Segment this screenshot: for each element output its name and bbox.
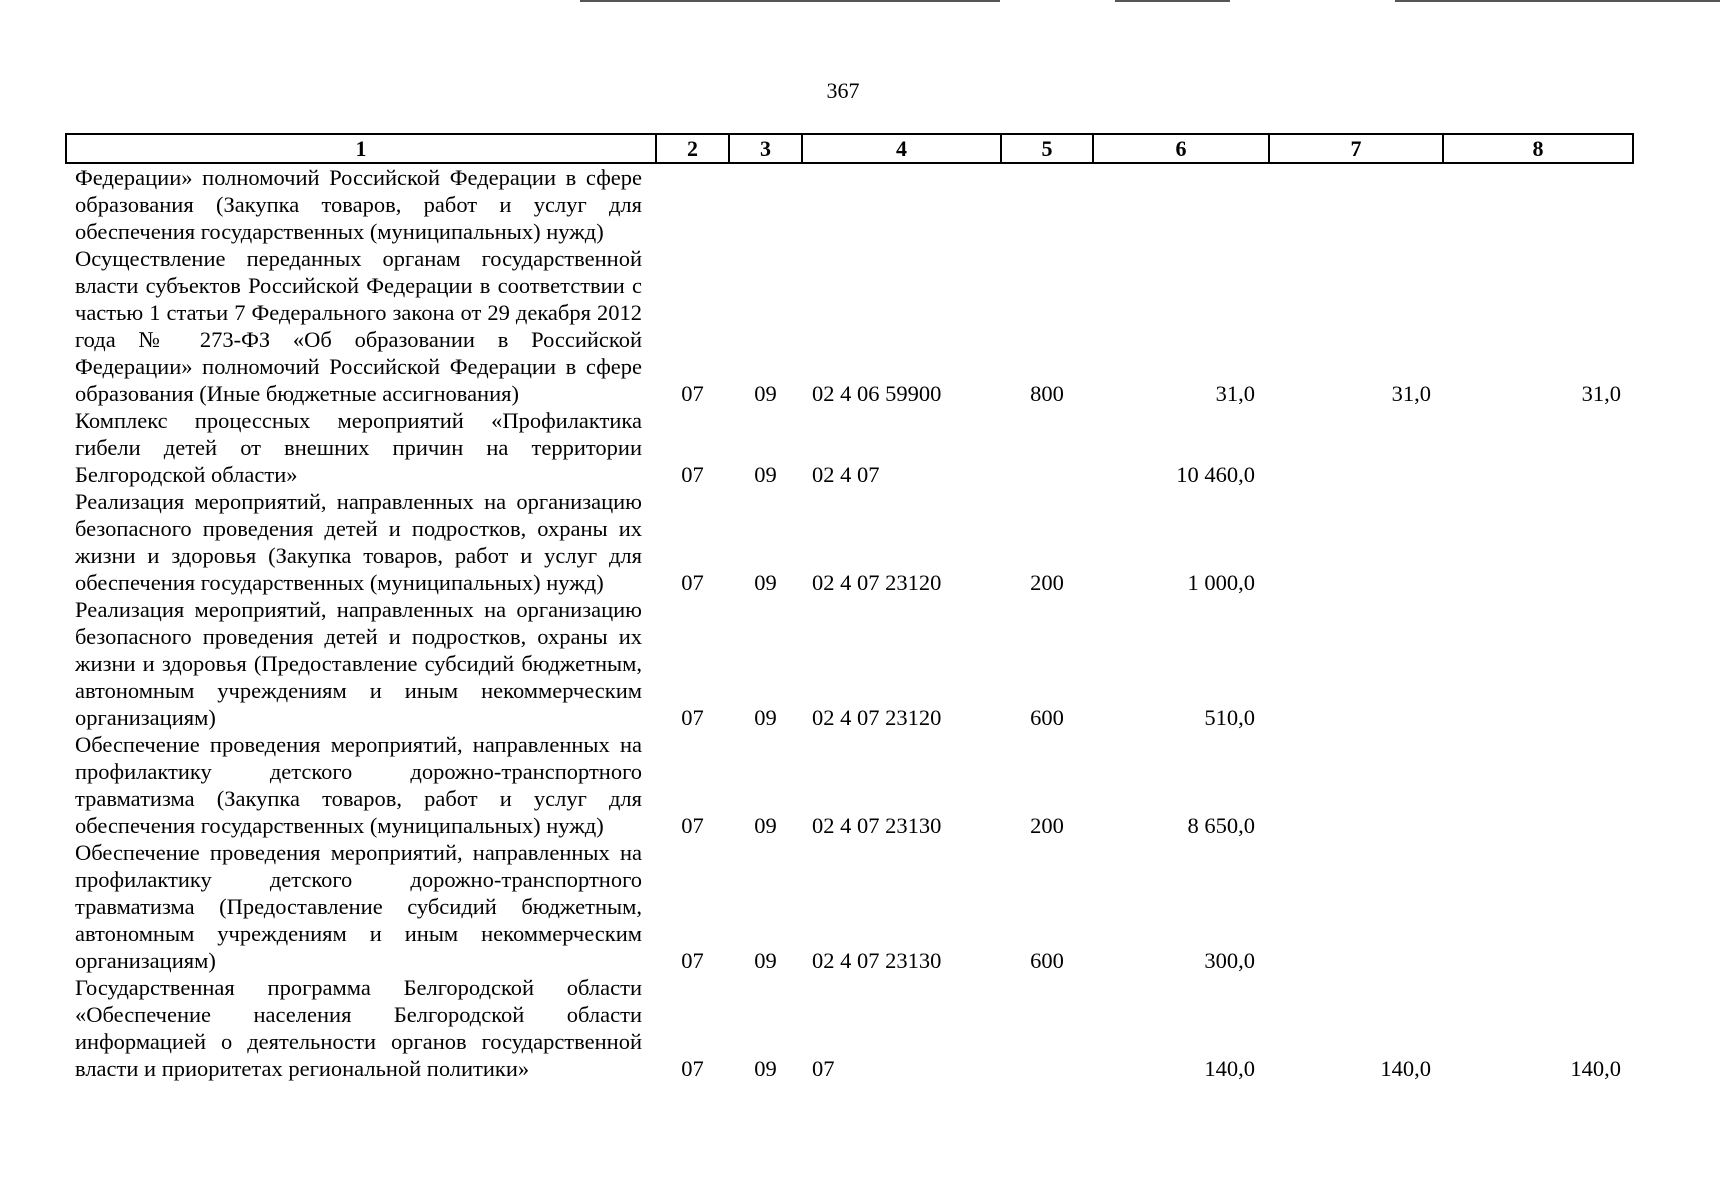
header-col-6: 6: [1093, 134, 1269, 163]
row-amount-col6: 510,0: [1204, 705, 1255, 730]
header-col-1: 1: [66, 134, 656, 163]
row-amount-col7: [1269, 839, 1443, 974]
row-target-article: 02 4 06 59900: [812, 381, 942, 406]
row-target-article: 02 4 07 23130: [812, 948, 942, 973]
table-row: [66, 596, 1633, 731]
table-row: [66, 839, 1633, 974]
row-amount-col6: 8 650,0: [1187, 813, 1255, 838]
row-amount-col6: 140,0: [1204, 1056, 1255, 1081]
row-amount-col8: [1443, 731, 1633, 839]
row-amount-col8: [1443, 596, 1633, 731]
row-amount-col7: [1269, 731, 1443, 839]
row-subsection: 09: [754, 570, 777, 595]
row-subsection: 09: [754, 813, 777, 838]
row-target-article: 07: [812, 1056, 835, 1081]
row-name: Комплекс процессных мероприятий «Профилактика гибели детей от внешних причин на территории Белгородской области»: [75, 408, 642, 487]
row-section: 07: [681, 948, 704, 973]
header-col-5: 5: [1001, 134, 1093, 163]
row-amount-col6: 10 460,0: [1176, 462, 1255, 487]
row-subsection: 09: [754, 948, 777, 973]
row-amount-col6: 1 000,0: [1187, 570, 1255, 595]
row-amount-col8: 31,0: [1581, 381, 1621, 406]
row-expense-type: 200: [1030, 570, 1064, 595]
header-col-7: 7: [1269, 134, 1443, 163]
page-number: 367: [826, 78, 860, 103]
header-col-2: 2: [656, 134, 729, 163]
row-expense-type: [1001, 407, 1093, 488]
row-amount-col6: 31,0: [1215, 381, 1255, 406]
row-section: 07: [681, 462, 704, 487]
scan-artifact-line: [1395, 0, 1720, 2]
row-section: 07: [681, 570, 704, 595]
table-row: [66, 974, 1633, 1082]
row-amount-col7: 31,0: [1391, 381, 1431, 406]
row-amount-col8: 140,0: [1570, 1056, 1621, 1081]
row-expense-type: 600: [1030, 948, 1064, 973]
row-name: Реализация мероприятий, направленных на организацию безопасного проведения детей и подростков, охраны их жизни и здоровья (Закупка товаров, работ и услуг для обеспечения государственных (муниципальных) нужд): [75, 489, 642, 595]
row-section: 07: [681, 705, 704, 730]
header-row: [66, 134, 1633, 163]
row-amount-col7: [1269, 596, 1443, 731]
row-section: [656, 163, 729, 245]
table-row: [66, 731, 1633, 839]
row-target-article: 02 4 07 23120: [812, 705, 942, 730]
row-target-article: [802, 163, 1001, 245]
row-amount-col7: [1269, 488, 1443, 596]
row-subsection: 09: [754, 1056, 777, 1081]
table-row: [66, 245, 1633, 407]
row-subsection: 09: [754, 705, 777, 730]
table-row: [66, 407, 1633, 488]
row-expense-type: 600: [1030, 705, 1064, 730]
row-amount-col7: [1269, 407, 1443, 488]
row-amount-col6: [1093, 163, 1269, 245]
row-expense-type: 800: [1030, 381, 1064, 406]
row-name: Обеспечение проведения мероприятий, направленных на профилактику детского дорожно-транспортного травматизма (Предоставление субсидий бюджетным, автономным учреждениям и иным некоммерческим организациям): [75, 840, 642, 973]
row-name: Государственная программа Белгородской области «Обеспечение населения Белгородской области информацией о деятельности органов государственной власти и приоритетах региональной политики»: [75, 975, 642, 1081]
row-amount-col8: [1443, 488, 1633, 596]
row-amount-col7: [1269, 163, 1443, 245]
row-name: Обеспечение проведения мероприятий, направленных на профилактику детского дорожно-транспортного травматизма (Закупка товаров, работ и услуг для обеспечения государственных (муниципальных) нужд): [75, 732, 642, 838]
row-name: Реализация мероприятий, направленных на организацию безопасного проведения детей и подростков, охраны их жизни и здоровья (Предоставление субсидий бюджетным, автономным учреждениям и иным некоммерческим организациям): [75, 597, 642, 730]
row-subsection: 09: [754, 462, 777, 487]
row-expense-type: [1001, 163, 1093, 245]
header-col-3: 3: [729, 134, 802, 163]
row-expense-type: [1001, 974, 1093, 1082]
row-name: Осуществление переданных органам государственной власти субъектов Российской Федерации в соответствии с частью 1 статьи 7 Федерального закона от 29 декабря 2012 года № 273-ФЗ «Об образовании в Российской Федерации» полномочий Российской Федерации в сфере образования (Иные бюджетные ассигнования): [75, 246, 642, 406]
scan-artifact-line: [580, 0, 1000, 2]
row-section: 07: [681, 813, 704, 838]
row-expense-type: 200: [1030, 813, 1064, 838]
row-target-article: 02 4 07 23130: [812, 813, 942, 838]
row-amount-col7: 140,0: [1380, 1056, 1431, 1081]
row-section: 07: [681, 1056, 704, 1081]
row-target-article: 02 4 07 23120: [812, 570, 942, 595]
row-amount-col6: 300,0: [1204, 948, 1255, 973]
row-subsection: [729, 163, 802, 245]
table-row: [66, 163, 1633, 245]
row-amount-col8: [1443, 839, 1633, 974]
row-section: 07: [681, 381, 704, 406]
header-col-8: 8: [1443, 134, 1633, 163]
row-amount-col8: [1443, 163, 1633, 245]
budget-table: [65, 133, 1634, 1082]
header-col-4: 4: [802, 134, 1001, 163]
row-name: Федерации» полномочий Российской Федерации в сфере образования (Закупка товаров, работ и услуг для обеспечения государственных (муниципальных) нужд): [75, 165, 642, 244]
row-target-article: 02 4 07: [812, 462, 880, 487]
row-amount-col8: [1443, 407, 1633, 488]
row-subsection: 09: [754, 381, 777, 406]
scan-artifact-line: [1115, 0, 1230, 2]
table-row: [66, 488, 1633, 596]
